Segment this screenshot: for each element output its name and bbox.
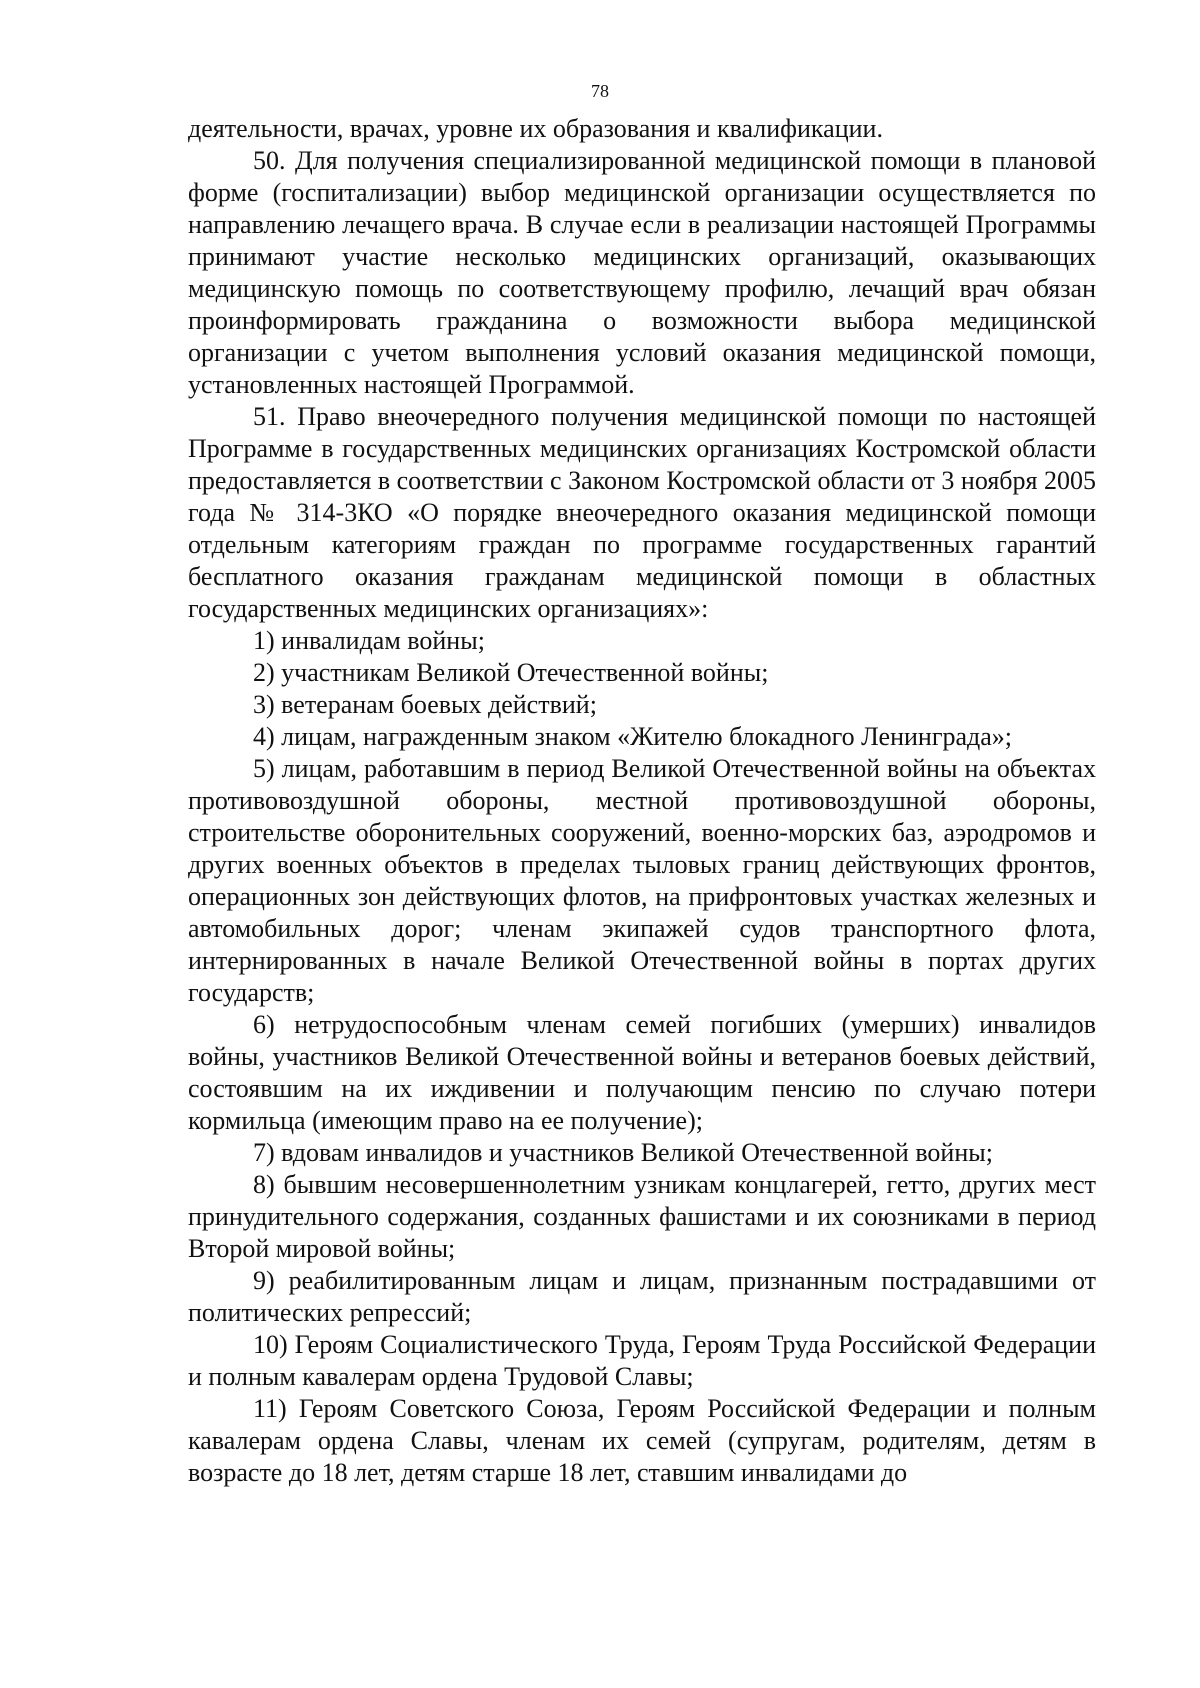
list-item-2: 2) участникам Великой Отечественной войны; <box>253 658 769 687</box>
list-item-6: 6) нетрудоспособным членам семей погибших (умерших) инвалидов войны, участников Великой Отечественной войны и ветеранов боевых действий, состоявшим на их иждивении и получающим пенсию по случаю потери кормильца (имеющим право на ее получение); <box>188 1010 1096 1135</box>
list-item-7: 7) вдовам инвалидов и участников Великой Отечественной войны; <box>253 1138 993 1167</box>
document-body <box>188 113 1096 1489</box>
list-item-8: 8) бывшим несовершеннолетним узникам концлагерей, гетто, других мест принудительного содержания, созданных фашистами и их союзниками в период Второй мировой войны; <box>188 1170 1096 1263</box>
list-item-1: 1) инвалидам войны; <box>253 626 485 655</box>
paragraph-item-50: 50. Для получения специализированной медицинской помощи в плановой форме (госпитализации) выбор медицинской организации осуществляется по направлению лечащего врача. В случае если в реализации настоящей Программы принимают участие несколько медицинских организаций, оказывающих медицинскую помощь по соответствующему профилю, лечащий врач обязан проинформировать гражданина о возможности выбора медицинской организации с учетом выполнения условий оказания медицинской помощи, установленных настоящей Программой. <box>188 146 1096 399</box>
list-item-5: 5) лицам, работавшим в период Великой Отечественной войны на объектах противовоздушной обороны, местной противовоздушной обороны, строительстве оборонительных сооружений, военно-морских баз, аэродромов и других военных объектов в пределах тыловых границ действующих фронтов, операционных зон действующих флотов, на прифронтовых участках железных и автомобильных дорог; членам экипажей судов транспортного флота, интернированных в начале Великой Отечественной войны в портах других государств; <box>188 754 1096 1007</box>
page-number: 78 <box>591 81 609 101</box>
paragraph-continuation: деятельности, врачах, уровне их образования и квалификации. <box>188 114 883 143</box>
list-item-3: 3) ветеранам боевых действий; <box>253 690 597 719</box>
paragraph-item-51: 51. Право внеочередного получения медицинской помощи по настоящей Программе в государственных медицинских организациях Костромской области предоставляется в соответствии с Законом Костромской области от 3 ноября 2005 года № 314-3КО «О порядке внеочередного оказания медицинской помощи отдельным категориям граждан по программе государственных гарантий бесплатного оказания гражданам медицинской помощи в областных государственных медицинских организациях»: <box>188 402 1096 623</box>
list-item-10: 10) Героям Социалистического Труда, Героям Труда Российской Федерации и полным кавалерам ордена Трудовой Славы; <box>188 1330 1096 1391</box>
list-item-9: 9) реабилитированным лицам и лицам, признанным пострадавшими от политических репрессий; <box>188 1266 1096 1327</box>
list-item-11: 11) Героям Советского Союза, Героям Российской Федерации и полным кавалерам ордена Славы, членам их семей (супругам, родителям, детям в возрасте до 18 лет, детям старше 18 лет, ставшим инвалидами до <box>188 1394 1096 1487</box>
list-item-4: 4) лицам, награжденным знаком «Жителю блокадного Ленинграда»; <box>253 722 1013 751</box>
